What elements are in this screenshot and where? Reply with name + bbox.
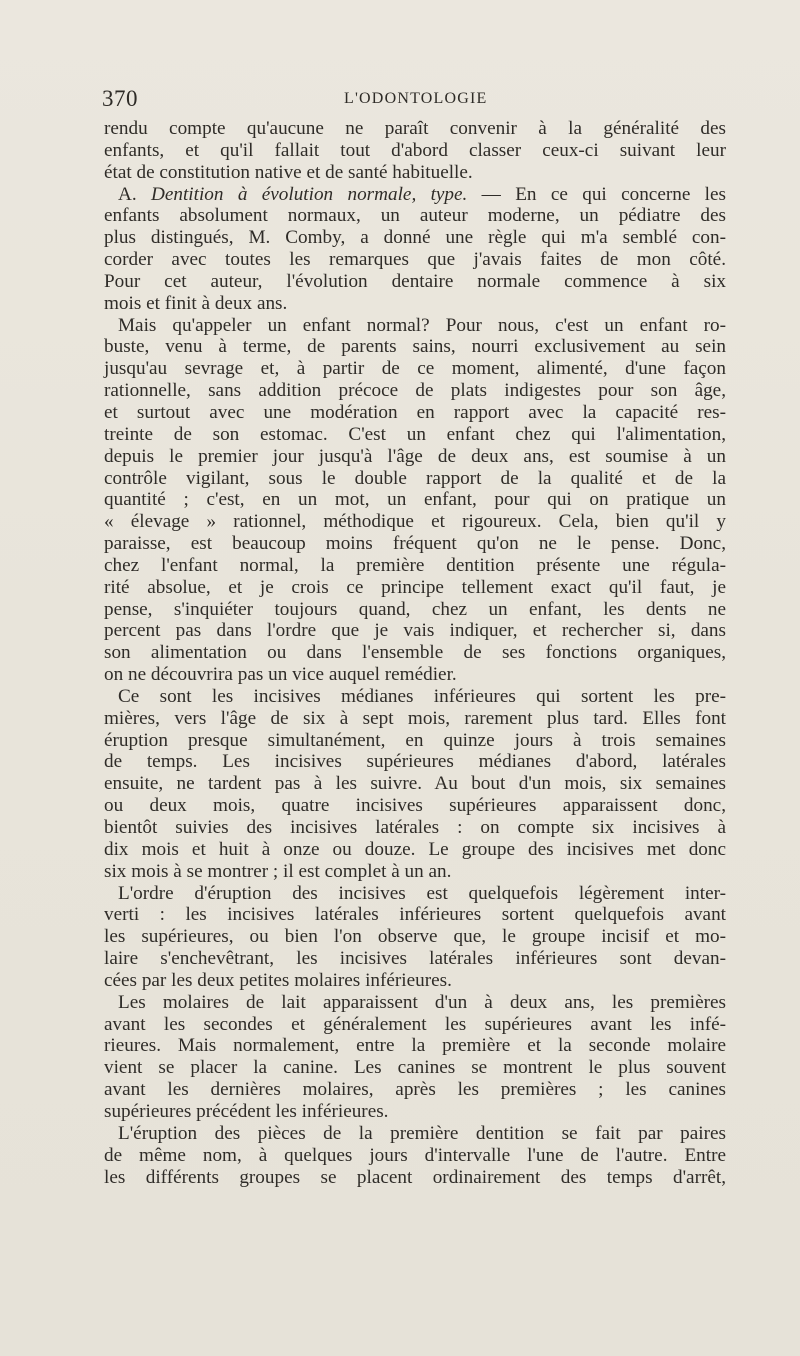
text-line: pense, s'inquiéter toujours quand, chez un enfant, les dents ne: [104, 598, 726, 620]
text-line: corder avec toutes les remarques que j'avais faites de mon côté.: [104, 249, 726, 271]
text-line: on ne découvrira pas un vice auquel remédier.: [104, 664, 457, 686]
text-line: percent pas dans l'ordre que je vais indiquer, et rechercher si, dans: [104, 620, 726, 642]
text-line: rendu compte qu'aucune ne paraît convenir à la généralité des: [104, 118, 726, 139]
text-line: les différents groupes se placent ordinairement des temps d'arrêt,: [104, 1166, 726, 1188]
text-line: enfants, et qu'il fallait tout d'abord classer ceux-ci suivant leur: [104, 139, 726, 161]
text-line: Ce sont les incisives médianes inférieures qui sortent les pre-: [118, 685, 726, 707]
body-text: [104, 118, 726, 1188]
text-line: état de constitution native et de santé habituelle.: [104, 161, 473, 183]
text-line: de temps. Les incisives supérieures médianes d'abord, latérales: [104, 751, 726, 773]
text-line: ou deux mois, quatre incisives supérieures apparaissent donc,: [104, 795, 726, 817]
text-line: depuis le premier jour jusqu'à l'âge de deux ans, est soumise à un: [104, 445, 726, 467]
text-line: L'éruption des pièces de la première dentition se fait par paires: [118, 1122, 726, 1144]
text-line: de même nom, à quelques jours d'intervalle l'une de l'autre. Entre: [104, 1144, 726, 1166]
text-line: avant les secondes et généralement les supérieures avant les infé-: [104, 1013, 726, 1035]
text-line: laire s'enchevêtrant, les incisives latérales inférieures sont devan-: [104, 948, 726, 970]
text-line: Les molaires de lait apparaissent d'un à deux ans, les premières: [118, 991, 726, 1013]
text-line: chez l'enfant normal, la première dentition présente une régula-: [104, 554, 726, 576]
text-line: « élevage » rationnel, méthodique et rigoureux. Cela, bien qu'il y: [104, 511, 726, 533]
running-title: L'ODONTOLOGIE: [344, 90, 488, 107]
text-line: rité absolue, et je crois ce principe tellement exact qu'il faut, je: [104, 576, 726, 598]
text-line: enfants absolument normaux, un auteur moderne, un pédiatre des: [104, 205, 726, 227]
section-heading-line: [104, 184, 726, 206]
text-line: L'ordre d'éruption des incisives est quelquefois légèrement inter-: [118, 882, 726, 904]
page-number: 370: [102, 86, 138, 111]
text-line: et surtout avec une modération en rapport avec la capacité res-: [104, 401, 726, 423]
text-line: bientôt suivies des incisives latérales : on compte six incisives à: [104, 817, 726, 838]
text-line: vient se placer la canine. Les canines se montrent le plus souvent: [104, 1057, 726, 1079]
text-line: verti : les incisives latérales inférieures sortent quelquefois avant: [104, 904, 726, 926]
section-letter: A.: [118, 183, 151, 205]
text-line: ensuite, ne tardent pas à les suivre. Au bout d'un mois, six semaines: [104, 773, 726, 795]
text-line: rieures. Mais normalement, entre la première et la seconde molaire: [104, 1035, 726, 1057]
text-line: dix mois et huit à onze ou douze. Le groupe des incisives met donc: [104, 838, 726, 860]
section-heading-tail: — En ce qui concerne les: [467, 183, 726, 205]
section-heading: Dentition à évolution normale, type.: [151, 183, 468, 205]
text-line: buste, venu à terme, de parents sains, nourri exclusivement au sein: [104, 336, 726, 358]
text-line: les supérieures, ou bien l'on observe que, le groupe incisif et mo-: [104, 926, 726, 948]
text-line: rationnelle, sans addition précoce de plats indigestes pour son âge,: [104, 380, 726, 402]
text-line: Pour cet auteur, l'évolution dentaire normale commence à six: [104, 270, 726, 292]
text-line: avant les dernières molaires, après les premières ; les canines: [104, 1079, 726, 1101]
running-header: [102, 86, 726, 116]
text-line: Mais qu'appeler un enfant normal? Pour nous, c'est un enfant ro-: [118, 314, 726, 336]
text-line: contrôle vigilant, sous le double rapport de la qualité et de la: [104, 467, 726, 489]
text-line: treinte de son estomac. C'est un enfant chez qui l'alimentation,: [104, 423, 726, 445]
text-line: jusqu'au sevrage et, à partir de ce moment, alimenté, d'une façon: [104, 358, 726, 380]
text-line: mois et finit à deux ans.: [104, 292, 288, 314]
text-line: mières, vers l'âge de six à sept mois, rarement plus tard. Elles font: [104, 707, 726, 729]
text-line: cées par les deux petites molaires inférieures.: [104, 969, 452, 991]
text-line: six mois à se montrer ; il est complet à un an.: [104, 860, 452, 882]
text-line: supérieures précédent les inférieures.: [104, 1100, 389, 1122]
text-line: quantité ; c'est, en un mot, un enfant, pour qui on pratique un: [104, 489, 726, 511]
text-line: paraisse, est beaucoup moins fréquent qu'on ne le pense. Donc,: [104, 533, 726, 555]
text-line: son alimentation ou dans l'ensemble de ses fonctions organiques,: [104, 642, 726, 664]
text-line: éruption presque simultanément, en quinze jours à trois semaines: [104, 729, 726, 751]
text-line: plus distingués, M. Comby, a donné une règle qui m'a semblé con-: [104, 227, 726, 249]
